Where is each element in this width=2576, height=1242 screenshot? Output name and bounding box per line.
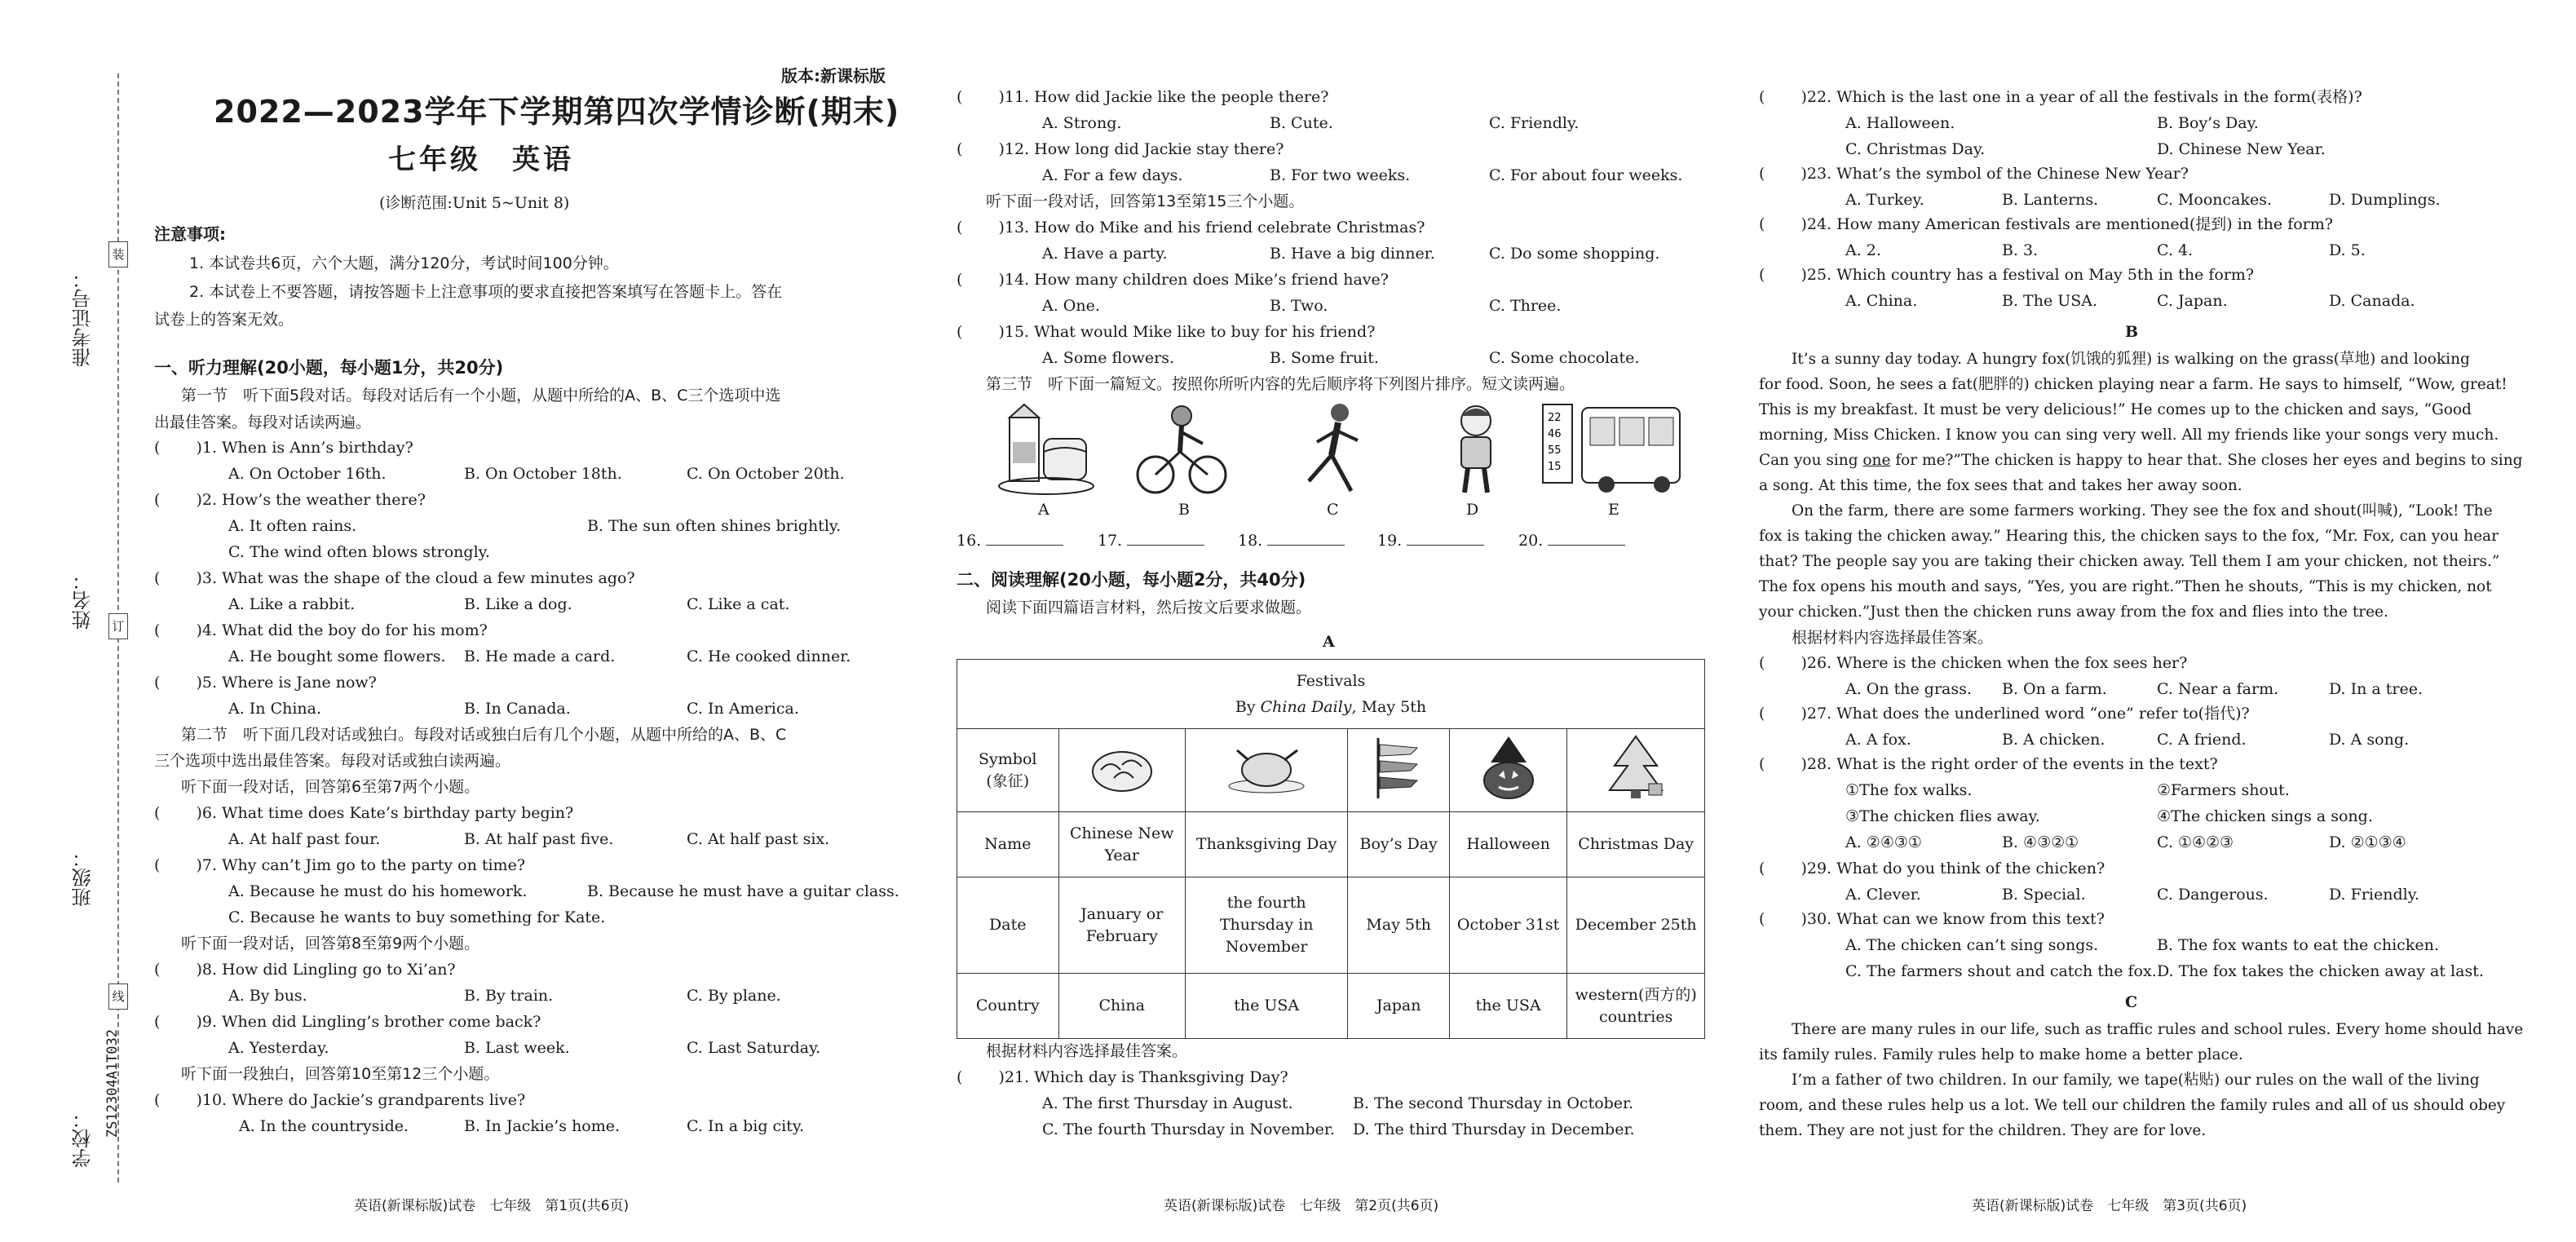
table-row-date	[957, 877, 1705, 974]
q24-stem: ( )24. How many American festivals are mentioned(提到) in the form?	[1759, 215, 2333, 233]
exam-id-label: 准考证号：	[72, 269, 95, 367]
q10-stem: ( )10. Where do Jackie’s grandparents live?	[154, 1091, 526, 1109]
table-byline	[962, 694, 1699, 720]
q1-option-a: A. On October 16th.	[228, 465, 387, 483]
picture-e-label: E	[1608, 501, 1619, 519]
q30-option-a: A. The chicken can’t sing songs.	[1845, 936, 2099, 954]
festivals-table	[957, 659, 1705, 1039]
binding-mark-bot: 线	[108, 983, 128, 1010]
q9-stem: ( )9. When did Lingling’s brother come back?	[154, 1013, 541, 1031]
part1-title: 一、听力理解(20小题，每小题1分，共20分)	[154, 358, 504, 378]
q22-option-c: C. Christmas Day.	[1845, 140, 1986, 158]
part2-title: 二、阅读理解(20小题，每小题2分，共40分)	[957, 570, 1306, 590]
table-heading: Festivals	[1296, 672, 1366, 690]
q23-option-c: C. Mooncakes.	[2157, 191, 2273, 209]
q9-option-c: C. Last Saturday.	[687, 1039, 821, 1057]
q7-stem: ( )7. Why can’t Jim go to the party on time?	[154, 856, 526, 874]
q15-option-b: B. Some fruit.	[1270, 349, 1379, 367]
table-heading-cell	[957, 660, 1705, 729]
passage-b-choose: 根据材料内容选择最佳答案。	[1792, 629, 1994, 647]
country-cell-5: western(西方的) countries	[1567, 974, 1705, 1039]
passage-c-label: C	[2125, 993, 2138, 1011]
q12-option-a: A. For a few days.	[1042, 166, 1183, 184]
blank-18-line	[1267, 545, 1345, 546]
q10-option-c: C. In a big city.	[687, 1117, 805, 1135]
q24-option-d: D. 5.	[2329, 241, 2366, 259]
blank-18	[1238, 528, 1345, 553]
passage-b-line-5b: for me?”The chicken is happy to hear that. She closes her eyes and begins to sing	[1890, 452, 2523, 469]
q13-stem: ( )13. How do Mike and his friend celebrate Christmas?	[957, 219, 1425, 236]
pumpkin-icon	[1476, 735, 1541, 800]
svg-text:55: 55	[1548, 444, 1562, 457]
q5-stem: ( )5. Where is Jane now?	[154, 674, 377, 692]
q26-option-c: C. Near a farm.	[2157, 680, 2279, 698]
q7-option-b: B. Because he must have a guitar class.	[587, 882, 899, 900]
passage-a-choose: 根据材料内容选择最佳答案。	[986, 1042, 1188, 1060]
q25-option-c: C. Japan.	[2157, 292, 2228, 310]
q29-option-a: A. Clever.	[1845, 886, 1921, 904]
name-cell-4: Halloween	[1449, 812, 1566, 877]
q26-option-b: B. On a farm.	[2002, 680, 2107, 698]
q7-option-a: A. Because he must do his homework.	[228, 882, 528, 900]
passage-b-line-6: a song. At this time, the fox sees that and takes her away soon.	[1759, 477, 2242, 494]
q23-option-b: B. Lanterns.	[2002, 191, 2099, 209]
q26-stem: ( )26. Where is the chicken when the fox sees her?	[1759, 654, 2188, 672]
blank-16	[957, 528, 1063, 553]
passage-c-line-1: There are many rules in our life, such as traffic rules and school rules. Every home should have	[1792, 1021, 2524, 1038]
underlined-word-one: one	[1862, 452, 1891, 469]
q29-option-b: B. Special.	[2002, 886, 2086, 904]
q9-option-b: B. Last week.	[464, 1039, 570, 1057]
school-label: 学校：	[72, 1109, 95, 1168]
q30-option-c: C. The farmers shout and catch the fox.	[1845, 962, 2157, 980]
exam-title: 2022—2023学年下学期第四次学情诊断(期末)	[214, 94, 900, 130]
listen-8-9: 听下面一段对话，回答第8至第9两个小题。	[181, 935, 480, 952]
byline-source: China Daily	[1260, 698, 1352, 716]
row-name-header: Name	[957, 812, 1059, 877]
q26-option-d: D. In a tree.	[2329, 680, 2424, 698]
q13-option-b: B. Have a big dinner.	[1270, 245, 1435, 263]
q28-option-d: D. ②①③④	[2329, 833, 2406, 851]
q6-option-c: C. At half past six.	[687, 830, 830, 848]
q11-stem: ( )11. How did Jackie like the people there?	[957, 88, 1329, 106]
picture-d-boy	[1440, 401, 1513, 497]
q11-option-c: C. Friendly.	[1489, 114, 1580, 132]
blank-17-num: 17.	[1098, 532, 1123, 550]
carp-streamer-icon	[1370, 735, 1427, 800]
q6-option-a: A. At half past four.	[228, 830, 381, 848]
q8-option-b: B. By train.	[464, 987, 554, 1005]
q8-stem: ( )8. How did Lingling go to Xi’an?	[154, 961, 456, 979]
q22-option-d: D. Chinese New Year.	[2157, 140, 2326, 158]
q23-option-a: A. Turkey.	[1845, 191, 1924, 209]
svg-text:46: 46	[1548, 428, 1562, 440]
row-country-header: Country	[957, 974, 1059, 1039]
exam-range: (诊断范围:Unit 5~Unit 8)	[379, 194, 570, 212]
q22-stem: ( )22. Which is the last one in a year of all the festivals in the form(表格)?	[1759, 88, 2362, 106]
blank-17-line	[1127, 545, 1204, 546]
name-label: 姓名：	[72, 571, 95, 630]
q27-option-d: D. A song.	[2329, 731, 2410, 749]
part1-sec1-b: 出最佳答案。每段对话读两遍。	[154, 413, 372, 431]
q14-option-c: C. Three.	[1489, 297, 1562, 315]
q3-option-a: A. Like a rabbit.	[228, 595, 356, 613]
svg-text:15: 15	[1548, 461, 1562, 473]
notice-line-2: 2. 本试卷上不要答题，请按答题卡上注意事项的要求直接把答案填写在答题卡上。答在	[189, 283, 783, 301]
q15-option-c: C. Some chocolate.	[1489, 349, 1640, 367]
q28-option-b: B. ④③②①	[2002, 833, 2079, 851]
passage-b-line-8: fox is taking the chicken away.” Hearing this, the chicken says to the fox, “Mr. Fox, can you hear	[1759, 528, 2499, 545]
q8-option-a: A. By bus.	[228, 987, 307, 1005]
q21-option-d: D. The third Thursday in December.	[1353, 1120, 1635, 1138]
christmas-tree-icon	[1603, 733, 1668, 802]
picture-b-cyclist	[1133, 401, 1231, 497]
q15-option-a: A. Some flowers.	[1042, 349, 1175, 367]
name-cell-1: Chinese New Year	[1058, 812, 1185, 877]
q27-option-a: A. A fox.	[1845, 731, 1911, 749]
passage-c-line-4: room, and these rules help us a lot. We tell our children the family rules and all of us should obey	[1759, 1097, 2506, 1114]
q25-stem: ( )25. Which country has a festival on May 5th in the form?	[1759, 266, 2255, 284]
paper-code: ZS12304A1T032	[104, 1029, 121, 1138]
picture-c-runner	[1292, 401, 1382, 497]
name-cell-3: Boy’s Day	[1348, 812, 1450, 877]
blank-20	[1518, 528, 1625, 553]
blank-19-line	[1407, 545, 1484, 546]
q28-event-3: ③The chicken flies away.	[1845, 807, 2040, 825]
q27-stem: ( )27. What does the underlined word “one” refer to(指代)?	[1759, 705, 2250, 723]
q22-option-b: B. Boy’s Day.	[2157, 114, 2259, 132]
q28-event-4: ④The chicken sings a song.	[2157, 807, 2373, 825]
passage-b-line-3: This is my breakfast. It must be very delicious!” He comes up to the chicken and says, “Good	[1759, 401, 2472, 418]
name-cell-2: Thanksgiving Day	[1185, 812, 1347, 877]
q21-option-c: C. The fourth Thursday in November.	[1042, 1120, 1335, 1138]
country-cell-4: the USA	[1449, 974, 1566, 1039]
q28-event-1: ①The fox walks.	[1845, 781, 1973, 799]
q29-stem: ( )29. What do you think of the chicken?	[1759, 860, 2105, 877]
blank-20-line	[1548, 545, 1625, 546]
notice-line-1: 1. 本试卷共6页，六个大题，满分120分，考试时间100分钟。	[189, 254, 619, 272]
q12-option-c: C. For about four weeks.	[1489, 166, 1683, 184]
symbol-christmas-tree	[1567, 729, 1705, 812]
class-label: 班级：	[72, 848, 95, 907]
q5-option-a: A. In China.	[228, 700, 322, 718]
passage-b-label: B	[2125, 323, 2139, 341]
q23-stem: ( )23. What’s the symbol of the Chinese New Year?	[1759, 165, 2189, 183]
country-cell-3: Japan	[1348, 974, 1450, 1039]
q28-option-c: C. ①④②③	[2157, 833, 2234, 851]
picture-d-label: D	[1466, 501, 1479, 519]
q4-option-a: A. He bought some flowers.	[228, 648, 446, 665]
q5-option-c: C. In America.	[687, 700, 799, 718]
version-label: 版本:新课标版	[781, 66, 886, 86]
passage-b-line-5a: Can you sing	[1759, 452, 1863, 469]
q27-option-c: C. A friend.	[2157, 731, 2247, 749]
q10-option-a: A. In the countryside.	[239, 1117, 409, 1135]
blank-18-num: 18.	[1238, 532, 1263, 550]
name-cell-5: Christmas Day	[1567, 812, 1705, 877]
binding-mark-mid: 订	[108, 613, 128, 639]
date-cell-3: May 5th	[1348, 877, 1450, 974]
q3-option-c: C. Like a cat.	[687, 595, 790, 613]
passage-a-label: A	[1323, 633, 1335, 651]
passage-c-line-5: them. They are not just for the children. They are for love.	[1759, 1122, 2207, 1139]
part1-sec1-a: 第一节 听下面5段对话。每段对话后有一个小题，从题中所给的A、B、C三个选项中选	[181, 387, 781, 404]
q1-stem: ( )1. When is Ann’s birthday?	[154, 439, 413, 457]
q8-option-c: C. By plane.	[687, 987, 781, 1005]
q3-option-b: B. Like a dog.	[464, 595, 572, 613]
passage-b-line-7: On the farm, there are some farmers working. They see the fox and shout(叫喊), “Look! The	[1792, 502, 2493, 519]
q26-option-a: A. On the grass.	[1845, 680, 1972, 698]
blank-19	[1377, 528, 1484, 553]
listen-10-12: 听下面一段独白，回答第10至第12三个小题。	[181, 1065, 500, 1083]
listen-6-7: 听下面一段对话，回答第6至第7两个小题。	[181, 778, 480, 796]
picture-b-label: B	[1178, 501, 1190, 519]
picture-a-food-drink	[993, 401, 1099, 497]
part1-sec2-b: 三个选项中选出最佳答案。每段对话或独白读两遍。	[154, 752, 511, 770]
blank-16-num: 16.	[957, 532, 982, 550]
byline-date: , May 5th	[1351, 698, 1427, 716]
q27-option-b: B. A chicken.	[2002, 731, 2105, 749]
q30-stem: ( )30. What can we know from this text?	[1759, 910, 2105, 928]
part1-sec2-a: 第二节 听下面几段对话或独白。每段对话或独白后有几个小题，从题中所给的A、B、C	[181, 726, 787, 744]
table-row-symbol	[957, 729, 1705, 812]
exam-subtitle: 七年级 英语	[388, 144, 574, 176]
q25-option-d: D. Canada.	[2329, 292, 2415, 310]
q24-option-c: C. 4.	[2157, 241, 2194, 259]
passage-c-line-3: I’m a father of two children. In our family, we tape(粘贴) our rules on the wall of the living	[1792, 1072, 2480, 1089]
row-symbol-header	[957, 729, 1059, 812]
part2-intro: 阅读下面四篇语言材料，然后按文后要求做题。	[986, 599, 1312, 617]
q21-stem: ( )21. Which day is Thanksgiving Day?	[957, 1068, 1288, 1086]
q28-option-a: A. ②④③①	[1845, 833, 1922, 851]
q24-option-b: B. 3.	[2002, 241, 2039, 259]
q13-option-a: A. Have a party.	[1042, 245, 1168, 263]
q30-option-b: B. The fox wants to eat the chicken.	[2157, 936, 2439, 954]
symbol-carp-streamer	[1348, 729, 1450, 812]
q11-option-b: B. Cute.	[1270, 114, 1333, 132]
passage-b-line-9: that? The people say you are taking their chicken away. Tell them I am your chicken, not theirs.”	[1759, 553, 2500, 570]
date-cell-2: the fourth Thursday in November	[1185, 877, 1347, 974]
q28-event-2: ②Farmers shout.	[2157, 781, 2290, 799]
q2-stem: ( )2. How’s the weather there?	[154, 491, 426, 509]
q25-option-b: B. The USA.	[2002, 292, 2098, 310]
table-row-name	[957, 812, 1705, 877]
q14-option-b: B. Two.	[1270, 297, 1328, 315]
q10-option-b: B. In Jackie’s home.	[464, 1117, 621, 1135]
q1-option-b: B. On October 18th.	[464, 465, 622, 483]
q30-option-d: D. The fox takes the chicken away at last.	[2157, 962, 2484, 980]
byline-prefix: By	[1235, 698, 1261, 716]
date-cell-1: January or February	[1058, 877, 1185, 974]
footer-page-3: 英语(新课标版)试卷 七年级 第3页(共6页)	[1972, 1198, 2247, 1214]
symbol-label-cn: (象征)	[986, 771, 1030, 790]
q2-option-a: A. It often rains.	[228, 517, 357, 535]
q6-option-b: B. At half past five.	[464, 830, 614, 848]
picture-a-label: A	[1038, 501, 1049, 519]
q1-option-c: C. On October 20th.	[687, 465, 845, 483]
passage-b-line-2: for food. Soon, he sees a fat(肥胖的) chicken playing near a farm. He says to himself, “Wow, great!	[1759, 376, 2508, 393]
q7-option-c: C. Because he wants to buy something for Kate.	[228, 908, 606, 926]
row-date-header: Date	[957, 877, 1059, 974]
blank-19-num: 19.	[1377, 532, 1403, 550]
blank-20-num: 20.	[1518, 532, 1544, 550]
passage-c-line-2: its family rules. Family rules help to make home a better place.	[1759, 1046, 2243, 1063]
q4-option-c: C. He cooked dinner.	[687, 648, 851, 665]
q12-stem: ( )12. How long did Jackie stay there?	[957, 140, 1284, 158]
q14-stem: ( )14. How many children does Mike’s friend have?	[957, 271, 1389, 289]
q4-option-b: B. He made a card.	[464, 648, 616, 665]
blank-16-line	[986, 545, 1063, 546]
picture-c-label: C	[1327, 501, 1339, 519]
q14-option-a: A. One.	[1042, 297, 1100, 315]
q13-option-c: C. Do some shopping.	[1489, 245, 1660, 263]
q12-option-b: B. For two weeks.	[1270, 166, 1411, 184]
date-cell-5: December 25th	[1567, 877, 1705, 974]
q15-stem: ( )15. What would Mike like to buy for his friend?	[957, 323, 1376, 341]
passage-b-line-4: morning, Miss Chicken. I know you can sing very well. All my friends like your songs very much.	[1759, 427, 2499, 444]
q5-option-b: B. In Canada.	[464, 700, 571, 718]
q29-option-d: D. Friendly.	[2329, 886, 2419, 904]
q2-option-b: B. The sun often shines brightly.	[587, 517, 842, 535]
dumplings-icon	[1089, 739, 1155, 796]
q28-stem: ( )28. What is the right order of the events in the text?	[1759, 755, 2218, 773]
q29-option-c: C. Dangerous.	[2157, 886, 2269, 904]
binding-mark-top: 装	[108, 241, 128, 267]
symbol-turkey	[1185, 729, 1347, 812]
passage-b-line-1: It’s a sunny day today. A hungry fox(饥饿的狐狸) is walking on the grass(草地) and looking	[1792, 351, 2470, 368]
country-cell-2: the USA	[1185, 974, 1347, 1039]
q23-option-d: D. Dumplings.	[2329, 191, 2441, 209]
q6-stem: ( )6. What time does Kate’s birthday party begin?	[154, 804, 574, 822]
q4-stem: ( )4. What did the boy do for his mom?	[154, 621, 488, 639]
footer-page-2: 英语(新课标版)试卷 七年级 第2页(共6页)	[1164, 1198, 1439, 1214]
country-cell-1: China	[1058, 974, 1185, 1039]
date-cell-4: October 31st	[1449, 877, 1566, 974]
table-header-row	[957, 660, 1705, 729]
q22-option-a: A. Halloween.	[1845, 114, 1955, 132]
passage-b-line-11: your chicken.”Just then the chicken runs away from the fox and flies into the tree.	[1759, 603, 2388, 621]
symbol-pumpkin	[1449, 729, 1566, 812]
symbol-label-en: Symbol	[979, 749, 1037, 768]
picture-e-bus-stop	[1541, 400, 1688, 499]
q2-option-c: C. The wind often blows strongly.	[228, 543, 490, 561]
passage-b-line-5	[1759, 449, 2522, 473]
q25-option-a: A. China.	[1845, 292, 1918, 310]
q21-option-b: B. The second Thursday in October.	[1353, 1094, 1634, 1112]
q24-option-a: A. 2.	[1845, 241, 1881, 259]
footer-page-1: 英语(新课标版)试卷 七年级 第1页(共6页)	[354, 1198, 630, 1214]
passage-b-line-10: The fox opens his mouth and says, “Yes, you are right.”Then he shouts, “This is my chicken, not	[1759, 578, 2492, 595]
q3-stem: ( )3. What was the shape of the cloud a few minutes ago?	[154, 569, 635, 587]
notice-title: 注意事项:	[154, 224, 226, 244]
svg-text:22: 22	[1548, 412, 1562, 424]
table-row-country	[957, 974, 1705, 1039]
symbol-dumplings	[1058, 729, 1185, 812]
turkey-icon	[1226, 739, 1307, 796]
notice-line-3: 试卷上的答案无效。	[154, 311, 294, 329]
q9-option-a: A. Yesterday.	[228, 1039, 329, 1057]
listen-13-15: 听下面一段对话，回答第13至第15三个小题。	[986, 192, 1305, 210]
q11-option-a: A. Strong.	[1042, 114, 1122, 132]
part1-sec3: 第三节 听下面一篇短文。按照你所听内容的先后顺序将下列图片排序。短文读两遍。	[986, 375, 1575, 393]
q21-option-a: A. The first Thursday in August.	[1042, 1094, 1293, 1112]
blank-17	[1098, 528, 1204, 553]
